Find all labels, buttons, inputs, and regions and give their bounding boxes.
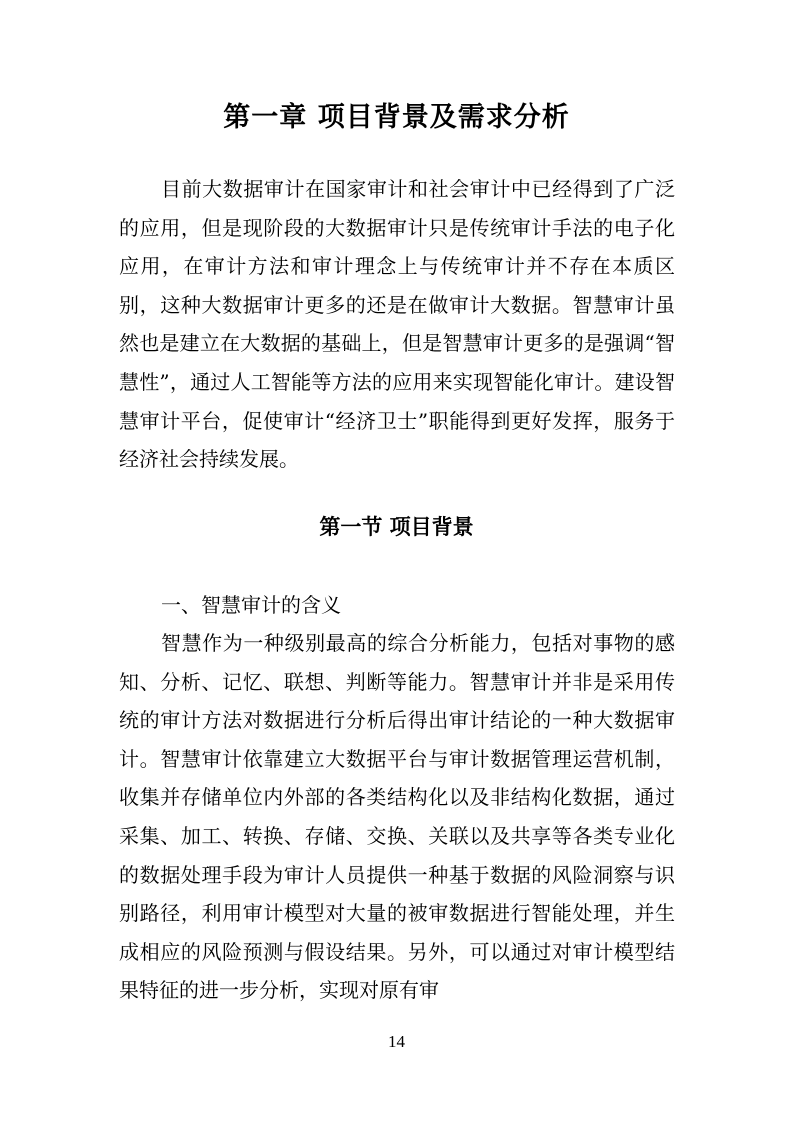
chapter-title: 第一章 项目背景及需求分析 xyxy=(223,102,570,133)
section-title: 第一节 项目背景 xyxy=(319,515,474,539)
section-paragraph: 智慧作为一种级别最高的综合分析能力，包括对事物的感知、分析、记忆、联想、判断等能力。智慧审计并非是采用传统的审计方法对数据进行分析后得出审计结论的一种大数据审计。智慧审计依靠建立大数据平台与审计数据管理运营机制，收集并存储单位内外部的各类结构化以及非结构化数据，通过采集、加工、转换、存储、交换、关联以及共享等各类专业化的数据处理手段为审计人员提供一种基于数据的风险洞察与识别路径，利用审计模型对大量的被审数据进行智能处理，并生成相应的风险预测与假设结果。另外，可以通过对审计模型结果特征的进一步分析，实现对原有审 xyxy=(119,631,675,1003)
page-number: 14 xyxy=(388,1032,405,1051)
intro-paragraph: 目前大数据审计在国家审计和社会审计中已经得到了广泛的应用，但是现阶段的大数据审计只是传统审计手法的电子化应用，在审计方法和审计理念上与传统审计并不存在本质区别，这种大数据审计更多的还是在做审计大数据。智慧审计虽然也是建立在大数据的基础上，但是智慧审计更多的是强调“智慧性”，通过人工智能等方法的应用来实现智能化审计。建设智慧审计平台，促使审计“经济卫士”职能得到更好发挥，服务于经济社会持续发展。 xyxy=(119,177,675,472)
subheading: 一、智慧审计的含义 xyxy=(161,593,341,617)
